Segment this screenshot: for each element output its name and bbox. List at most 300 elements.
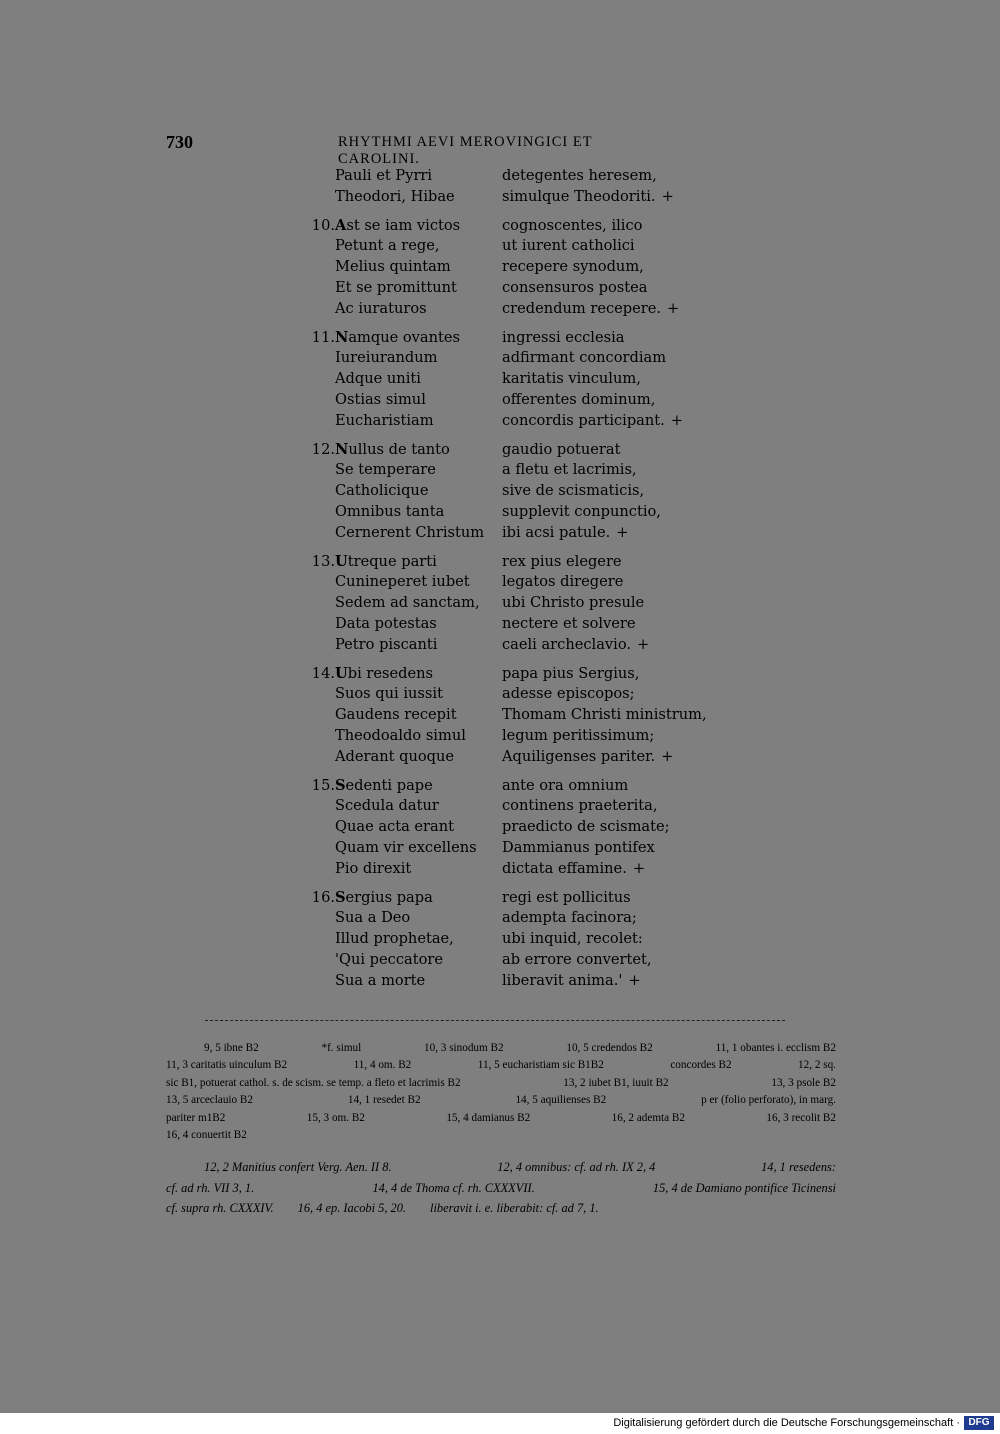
verse-left-half — [335, 278, 502, 299]
stanza-number: 11. — [311, 328, 335, 346]
verse-right-text: supplevit conpunctio, — [502, 502, 661, 520]
note-entry: liberavit i. e. liberabit: cf. ad 7, 1. — [430, 1201, 599, 1216]
verse-left-text: st se iam victos — [346, 216, 461, 234]
dfg-logo: DFG — [964, 1416, 994, 1430]
verse-left-text: Aderant quoque — [335, 747, 455, 765]
verse-line — [300, 552, 740, 573]
verse-line — [300, 971, 740, 992]
verse-left-half — [335, 888, 502, 909]
refrain-mark: + — [628, 971, 641, 989]
verse-left-half — [335, 950, 502, 971]
verse-right-text: recepere synodum, — [502, 258, 644, 276]
note-line — [166, 1178, 836, 1199]
apparatus-entry: 14, 5 aquilienses B2 — [515, 1094, 607, 1107]
stanza-number — [300, 747, 335, 768]
verse-left-half — [335, 593, 502, 614]
refrain-mark: + — [670, 411, 684, 429]
stanza-number — [300, 502, 335, 523]
verse-initial: S — [335, 888, 346, 906]
verse-left-text: edenti pape — [345, 776, 433, 794]
funding-credit: Digitalisierung gefördert durch die Deutsche Forschungsgemeinschaft · — [613, 1417, 960, 1429]
apparatus-entry: 15, 4 damianus B2 — [446, 1111, 531, 1124]
verse-line — [300, 776, 740, 797]
verse-line — [300, 187, 740, 208]
stanza-number — [300, 236, 335, 257]
verse-right-text: ante ora omnium — [502, 776, 629, 794]
apparatus-entry: 11, 1 obantes i. ecclism B2 — [715, 1042, 836, 1054]
verse-right-half — [502, 817, 740, 838]
verse-right-half — [502, 726, 740, 747]
verse-line — [300, 328, 740, 349]
apparatus-entry: 11, 4 om. B2 — [353, 1059, 412, 1072]
verse-right-text: adempta facinora; — [502, 909, 637, 927]
apparatus-entry: 10, 3 sinodum B2 — [424, 1042, 504, 1054]
verse-right-half — [502, 216, 740, 237]
verse-left-half — [335, 796, 502, 817]
apparatus-entry: *f. simul — [321, 1042, 362, 1054]
verse-left-half — [335, 929, 502, 950]
verse-left-half — [335, 257, 502, 278]
verse-line — [300, 726, 740, 747]
page-number: 730 — [166, 132, 193, 152]
refrain-mark: + — [661, 747, 674, 765]
stanza-number — [300, 348, 335, 369]
verse-left-half — [335, 572, 502, 593]
verse-right-text: Aquiligenses pariter. — [502, 747, 656, 765]
verse-left-half — [335, 460, 502, 481]
verse-left-text: Melius quintam — [335, 258, 451, 276]
note-entry: 15, 4 de Damiano pontifice Ticinensi — [652, 1180, 836, 1195]
apparatus-entry: 12, 2 sq. — [798, 1059, 836, 1072]
note-entry: 12, 4 omnibus: cf. ad rh. IX 2, 4 — [497, 1160, 656, 1174]
stanza-number — [300, 684, 335, 705]
verse-left-text: Pio direxit — [335, 859, 412, 877]
verse-line — [300, 278, 740, 299]
stanza-number: 12. — [311, 440, 335, 458]
stanza — [300, 166, 740, 208]
stanza-number: 15. — [311, 776, 335, 794]
verse-right-half — [502, 888, 740, 909]
refrain-mark: + — [616, 523, 629, 541]
verse-left-half — [335, 971, 502, 992]
footnote-rule — [205, 1020, 785, 1022]
refrain-mark — [661, 503, 667, 520]
verse-left-text: Eucharistiam — [335, 411, 434, 429]
verse-line — [300, 817, 740, 838]
apparatus-entry: 11, 3 caritatis uinculum B2 — [166, 1059, 288, 1072]
apparatus-entry: concordes B2 — [670, 1059, 732, 1072]
verse-left-text: Omnibus tanta — [335, 502, 445, 520]
verse-right-text: legum peritissimum; — [502, 726, 655, 744]
stanza-number — [300, 705, 335, 726]
verse-right-text: Dammianus pontifex — [502, 838, 655, 856]
apparatus-entry: 13, 3 psole B2 — [771, 1076, 836, 1089]
verse-left-half — [335, 817, 502, 838]
stanza-number: 16. — [311, 888, 335, 906]
verse-left-text: Gaudens recepit — [335, 706, 457, 724]
stanza-number — [300, 635, 335, 656]
apparatus-line — [166, 1110, 836, 1127]
refrain-mark — [620, 441, 626, 458]
verse-right-text: continens praeterita, — [502, 797, 658, 815]
stanza-number — [300, 614, 335, 635]
note-entry: 14, 4 de Thoma cf. rh. CXXXVII. — [372, 1180, 535, 1195]
verse-line — [300, 908, 740, 929]
running-title: RHYTHMI AEVI MEROVINGICI ET CAROLINI. — [338, 134, 593, 167]
refrain-mark: + — [632, 859, 646, 877]
verse-line — [300, 705, 740, 726]
verse-right-half — [502, 593, 740, 614]
verse-left-half — [335, 908, 502, 929]
verse-left-text: Et se promittunt — [335, 278, 457, 296]
verse-right-text: ut iurent catholici — [502, 237, 635, 255]
refrain-mark — [635, 237, 641, 254]
stanza-number — [300, 166, 335, 187]
refrain-mark — [654, 727, 660, 744]
verse-right-half — [502, 747, 740, 768]
refrain-mark — [644, 594, 650, 611]
verse-left-text: Petro piscanti — [335, 635, 438, 653]
verse-right-half — [502, 705, 740, 726]
verse-right-text: adesse episcopos; — [502, 685, 635, 703]
apparatus-entry: p er (folio perforato), in marg. — [701, 1094, 836, 1107]
apparatus-entry: pariter m1B2 — [166, 1111, 226, 1124]
apparatus-entry: 10, 5 credendos B2 — [566, 1042, 653, 1054]
verse-right-half — [502, 460, 740, 481]
verse-right-text: consensuros postea — [502, 278, 648, 296]
apparatus-entry: 13, 2 iubet B1, iuuit B2 — [563, 1076, 669, 1089]
verse-right-half — [502, 299, 740, 320]
verse-left-half — [335, 216, 502, 237]
refrain-mark — [643, 930, 649, 947]
stanza-number — [300, 299, 335, 320]
note-entry: cf. supra rh. CXXXIV. — [166, 1201, 274, 1216]
verse-line — [300, 888, 740, 909]
verse-line — [300, 257, 740, 278]
verse-line — [300, 460, 740, 481]
verse-left-text: Scedula datur — [335, 797, 439, 815]
verse-initial: A — [335, 216, 347, 234]
verse-right-text: offerentes dominum, — [502, 390, 656, 408]
verse-left-text: Quam vir excellens — [335, 838, 477, 856]
verse-left-half — [335, 440, 502, 461]
verse-right-text: gaudio potuerat — [502, 440, 621, 458]
verse-left-text: treque parti — [347, 552, 437, 570]
apparatus-entry: 14, 1 resedet B2 — [347, 1094, 421, 1107]
verse-right-half — [502, 257, 740, 278]
verse-line — [300, 796, 740, 817]
apparatus-line — [166, 1127, 836, 1144]
refrain-mark — [647, 279, 653, 296]
verse-line — [300, 390, 740, 411]
verse-right-half — [502, 166, 740, 187]
verse-left-text: Sua a morte — [335, 971, 426, 989]
verse-left-half — [335, 411, 502, 432]
verse-left-half — [335, 166, 502, 187]
verse-left-half — [335, 369, 502, 390]
verse-left-half — [335, 523, 502, 544]
verse-right-half — [502, 859, 740, 880]
verse-left-half — [335, 552, 502, 573]
verse-line — [300, 216, 740, 237]
refrain-mark — [635, 685, 641, 702]
verse-right-half — [502, 523, 740, 544]
stanza — [300, 664, 740, 768]
refrain-mark — [666, 349, 672, 366]
refrain-mark — [707, 706, 713, 723]
verse-initial: N — [335, 328, 349, 346]
verse-left-text: Cernerent Christum — [335, 523, 485, 541]
apparatus-entry: 16, 2 ademta B2 — [611, 1111, 685, 1124]
refrain-mark — [657, 167, 663, 184]
verse-left-text: Illud prophetae, — [335, 930, 454, 948]
verse-line — [300, 299, 740, 320]
verse-right-half — [502, 236, 740, 257]
verse-left-half — [335, 747, 502, 768]
refrain-mark — [670, 818, 676, 835]
verse-left-half — [335, 236, 502, 257]
verse-right-text: sive de scismaticis, — [502, 482, 645, 500]
verse-left-text: Adque uniti — [335, 370, 421, 388]
verse-left-text: Ostias simul — [335, 390, 426, 408]
verse-right-text: papa pius Sergius, — [502, 664, 640, 682]
refrain-mark — [637, 461, 643, 478]
stanza — [300, 328, 740, 432]
verse-initial: S — [335, 776, 346, 794]
stanza — [300, 216, 740, 320]
verse-right-text: simulque Theodoriti. — [502, 187, 656, 205]
verse-line — [300, 166, 740, 187]
verse-left-half — [335, 481, 502, 502]
stanza-number — [300, 257, 335, 278]
refrain-mark — [644, 258, 650, 275]
digitization-footer — [0, 1413, 1000, 1434]
verse-left-half — [335, 635, 502, 656]
verse-left-text: bi resedens — [347, 664, 433, 682]
apparatus-entry: sic B1, potuerat cathol. s. de scism. se temp. a fleto et lacrimis B2 — [166, 1076, 461, 1089]
stanza-number — [300, 971, 335, 992]
verse-left-text: ergius papa — [345, 888, 433, 906]
verse-right-half — [502, 481, 740, 502]
verse-line — [300, 950, 740, 971]
stanza-number — [300, 481, 335, 502]
refrain-mark — [628, 777, 634, 794]
verse-left-text: Se temperare — [335, 461, 436, 479]
verse-right-half — [502, 684, 740, 705]
refrain-mark — [657, 797, 663, 814]
stanza — [300, 776, 740, 880]
verse-line — [300, 502, 740, 523]
stanza-number — [300, 460, 335, 481]
refrain-mark — [641, 370, 647, 387]
verse-right-half — [502, 369, 740, 390]
apparatus-line — [166, 1057, 836, 1074]
stanza-number — [300, 572, 335, 593]
verse-right-text: ingressi ecclesia — [502, 328, 625, 346]
refrain-mark: + — [667, 299, 680, 317]
verse-left-text: Theodoaldo simul — [335, 726, 466, 744]
verse-right-half — [502, 908, 740, 929]
note-entry: 16, 4 ep. Iacobi 5, 20. — [297, 1201, 407, 1216]
stanza-number — [300, 908, 335, 929]
apparatus-entry: 16, 3 recolit B2 — [766, 1111, 836, 1124]
verse-right-text: rex pius elegere — [502, 552, 622, 570]
refrain-mark — [624, 329, 630, 346]
apparatus-line — [166, 1092, 836, 1109]
verse-line — [300, 635, 740, 656]
refrain-mark — [631, 889, 637, 906]
verse-line — [300, 614, 740, 635]
verse-right-half — [502, 328, 740, 349]
verse-left-half — [335, 348, 502, 369]
refrain-mark — [623, 573, 629, 590]
refrain-mark — [622, 553, 628, 570]
verse-right-half — [502, 552, 740, 573]
stanza-number — [300, 278, 335, 299]
stanza-number: 13. — [311, 552, 335, 570]
verse-line — [300, 747, 740, 768]
verse-left-text: Sua a Deo — [335, 909, 411, 927]
verse-right-text: Thomam Christi ministrum, — [502, 706, 707, 724]
verse-left-text: 'Qui peccatore — [335, 950, 443, 968]
stanza-number — [300, 929, 335, 950]
refrain-mark — [639, 665, 645, 682]
verse-right-half — [502, 929, 740, 950]
verse-right-text: ubi inquid, recolet: — [502, 930, 643, 948]
stanza-number — [300, 187, 335, 208]
stanza — [300, 552, 740, 656]
verse-right-text: adfirmant concordiam — [502, 349, 667, 367]
verse-line — [300, 664, 740, 685]
verse-left-half — [335, 299, 502, 320]
verse-left-half — [335, 838, 502, 859]
apparatus-entry: 13, 5 arceclauio B2 — [166, 1094, 253, 1107]
verse-left-text: Pauli et Pyrri — [335, 167, 433, 184]
stanza-number — [300, 817, 335, 838]
verse-left-text: Petunt a rege, — [335, 237, 440, 255]
verse-left-text: Data potestas — [335, 614, 437, 632]
stanza-number — [300, 369, 335, 390]
verse-line — [300, 572, 740, 593]
verse-left-text: Sedem ad sanctam, — [335, 594, 480, 612]
stanza — [300, 440, 740, 544]
stanza-number — [300, 859, 335, 880]
verse-left-half — [335, 390, 502, 411]
verse-right-text: detegentes heresem, — [502, 167, 657, 184]
verse-left-text: Quae acta erant — [335, 818, 454, 836]
verse-line — [300, 859, 740, 880]
stanza-number — [300, 726, 335, 747]
refrain-mark — [652, 951, 658, 968]
stanza-number — [300, 411, 335, 432]
verse-right-half — [502, 440, 740, 461]
verse-left-half — [335, 328, 502, 349]
verse-left-text: Iureiurandum — [335, 349, 438, 367]
verse-left-text: Theodori, Hibae — [335, 187, 455, 205]
verse-right-text: regi est pollicitus — [502, 888, 631, 906]
refrain-mark — [644, 482, 650, 499]
verse-line — [300, 411, 740, 432]
verse-right-half — [502, 635, 740, 656]
apparatus-entry: 16, 4 conuertit B2 — [166, 1129, 247, 1142]
apparatus-entry: 11, 5 eucharistiam sic B1B2 — [477, 1059, 604, 1072]
page-header — [166, 132, 676, 167]
verse-right-half — [502, 278, 740, 299]
verse-right-text: nectere et solvere — [502, 614, 636, 632]
verse-initial: U — [335, 664, 348, 682]
verse-left-text: Suos qui iussit — [335, 685, 443, 703]
refrain-mark — [642, 217, 648, 234]
verse-line — [300, 348, 740, 369]
refrain-mark: + — [637, 635, 650, 653]
verse-right-text: concordis participant. — [502, 411, 665, 429]
verse-right-text: caeli archeclavio. — [502, 635, 631, 653]
refrain-mark — [655, 839, 661, 856]
stanza-number: 10. — [311, 216, 335, 234]
apparatus-entry: 9, 5 ibne B2 — [204, 1042, 259, 1054]
stanza-number — [300, 796, 335, 817]
stanza-number — [300, 523, 335, 544]
verse-line — [300, 684, 740, 705]
stanza-number: 14. — [311, 664, 335, 682]
verse-right-half — [502, 838, 740, 859]
apparatus-line — [166, 1075, 836, 1092]
verse-left-half — [335, 187, 502, 208]
verse-left-half — [335, 776, 502, 797]
verse-line — [300, 481, 740, 502]
verse-line — [300, 440, 740, 461]
verse-right-text: legatos diregere — [502, 573, 624, 591]
verse-right-half — [502, 390, 740, 411]
verse-right-text: cognoscentes, ilico — [502, 216, 643, 234]
note-line — [166, 1157, 836, 1178]
verse-right-half — [502, 664, 740, 685]
verse-right-text: credendum recepere. — [502, 299, 662, 317]
verse-left-half — [335, 684, 502, 705]
verse-left-text: Catholicique — [335, 482, 429, 500]
note-entry: cf. ad rh. VII 3, 1. — [166, 1180, 255, 1195]
verse-line — [300, 369, 740, 390]
verse-left-text: Cunineperet iubet — [335, 573, 470, 591]
commentary-notes — [166, 1157, 836, 1219]
verse-left-half — [335, 859, 502, 880]
verse-right-text: ubi Christo presule — [502, 594, 645, 612]
refrain-mark — [636, 615, 642, 632]
verse-line — [300, 838, 740, 859]
verse-left-half — [335, 726, 502, 747]
verse-right-half — [502, 796, 740, 817]
stanza-number — [300, 838, 335, 859]
stanza — [300, 888, 740, 992]
stanza-number — [300, 390, 335, 411]
verse-left-half — [335, 705, 502, 726]
verse-initial: N — [335, 440, 349, 458]
verse-right-text: ibi acsi patule. — [502, 523, 611, 541]
verse-line — [300, 236, 740, 257]
refrain-mark — [637, 909, 643, 926]
apparatus-line — [166, 1040, 836, 1057]
refrain-mark: + — [661, 187, 674, 205]
verse-right-half — [502, 971, 740, 992]
verse-left-half — [335, 502, 502, 523]
stanza-number — [300, 950, 335, 971]
stanza-number — [300, 593, 335, 614]
verse-right-text: praedicto de scismate; — [502, 818, 670, 836]
verse-right-half — [502, 348, 740, 369]
verse-left-text: amque ovantes — [348, 328, 461, 346]
note-line — [166, 1198, 836, 1219]
verse-line — [300, 593, 740, 614]
